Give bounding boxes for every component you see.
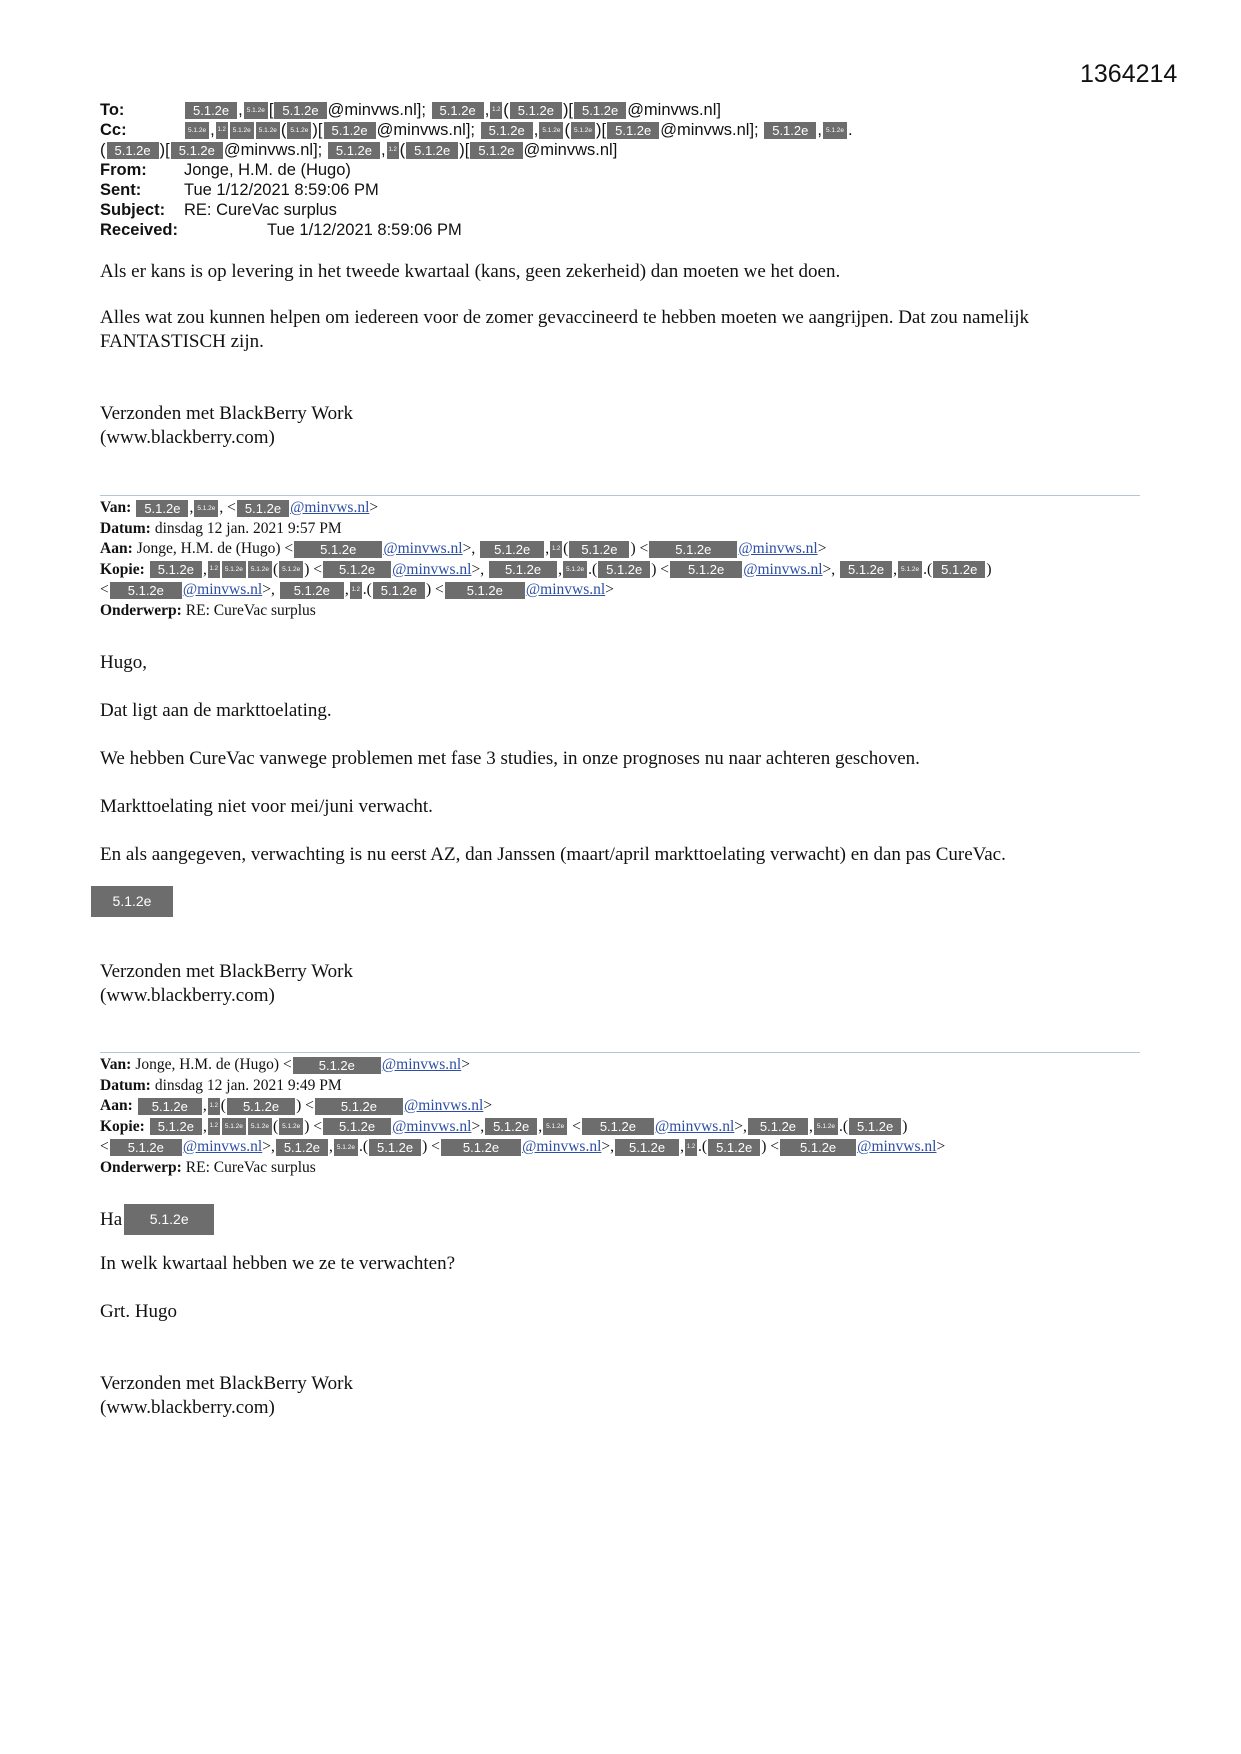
email2-aan-label: Aan:: [100, 540, 133, 557]
redaction: 5.1.2e: [274, 102, 326, 119]
redaction: 5.1.2e: [323, 561, 391, 578]
email-domain-link[interactable]: @minvws.nl: [525, 581, 606, 598]
email2-body-paragraph: En als aangegeven, verwachting is nu eerst AZ, dan Janssen (maart/april markttoelating verwacht) en dan pas CureVac.: [100, 844, 1006, 865]
redaction: 5.1.2e: [248, 1118, 272, 1135]
redaction: 5.1.2e: [150, 561, 202, 578]
email2-van-row: Van: 5.1.2e , 5.1.2e , < 5.1.2e @minvws.nl >: [100, 498, 1140, 519]
email1-header: [100, 100, 1140, 240]
email2-datum-value: dinsdag 12 jan. 2021 9:57 PM: [154, 519, 342, 537]
email-domain-link[interactable]: @minvws.nl: [383, 540, 463, 557]
email2-onderwerp-label: Onderwerp:: [100, 601, 182, 619]
redaction: 5.1.2e: [110, 582, 182, 599]
redaction: 5.1.2e: [670, 561, 742, 578]
email3-kopie-row-2: < 5.1.2e @minvws.nl >, 5.1.2e , 5.1.2e .( 5.1.2e ) < 5.1.2e @minvws.nl >, 5.1.2e , 1.2 .( 5.1.2e ) < 5.1.2e @minvws.nl >: [100, 1137, 1140, 1158]
email-domain-link[interactable]: @minvws.nl: [857, 1138, 937, 1155]
email1-signature: [100, 402, 1140, 450]
redaction: 5.1.2e: [406, 142, 458, 159]
email-domain: @minvws.nl: [223, 141, 314, 159]
email3-kopie-row: Kopie: 5.1.2e , 1.2 5.1.2e 5.1.2e ( 5.1.2e ) < 5.1.2e @minvws.nl >, 5.1.2e , 5.1.2e < 5.1.2e @minvws.nl >, 5.1.2e , 5.1.2e .( 5.1.2e ): [100, 1117, 1140, 1138]
email2-aan-row: Aan: Jonge, H.M. de (Hugo) < 5.1.2e @minvws.nl >, 5.1.2e , 1.2 ( 5.1.2e ) < 5.1.2e @minvws.nl >: [100, 539, 1140, 560]
email3-datum-row: [100, 1076, 1140, 1097]
redaction: 5.1.2e: [171, 142, 223, 159]
redaction: 5.1.2e: [91, 886, 173, 917]
redaction: 5.1.2e: [840, 561, 892, 578]
email1-from-value: Jonge, H.M. de (Hugo): [184, 161, 351, 179]
email-domain-link[interactable]: @minvws.nl: [738, 540, 818, 557]
email1-body: [100, 260, 1140, 284]
redaction: 5.1.2e: [334, 1139, 358, 1156]
redaction: 5.1.2e: [708, 1139, 760, 1156]
redaction: 5.1.2e: [110, 1139, 182, 1156]
email3-greeting-text: Ha: [100, 1208, 123, 1230]
redaction: 5.1.2e: [276, 1139, 328, 1156]
email-domain-link[interactable]: @minvws.nl: [404, 1097, 484, 1114]
redaction: 5.1.2e: [150, 1118, 202, 1135]
email2-kopie-row: Kopie: 5.1.2e , 1.2 5.1.2e 5.1.2e ( 5.1.2e ) < 5.1.2e @minvws.nl >, 5.1.2e , 5.1.2e .( 5.1.2e ) < 5.1.2e @minvws.nl >, 5.1.2e , 5.1.2e .( 5.1.2e ): [100, 560, 1140, 581]
redaction: 5.1.2e: [138, 1098, 202, 1115]
email3-van-label: Van:: [100, 1056, 132, 1073]
email3-onderwerp-value: RE: CureVac surplus: [185, 1158, 316, 1176]
email1-sent-label: Sent:: [100, 181, 142, 199]
email-domain-link[interactable]: @minvws.nl: [182, 1138, 263, 1155]
email-domain-link[interactable]: @minvws.nl: [392, 1117, 472, 1135]
email3-aan-row: Aan: 5.1.2e , 1.2 ( 5.1.2e ) < 5.1.2e @minvws.nl >: [100, 1096, 1140, 1117]
redaction: 5.1.2e: [279, 1118, 303, 1135]
email1-sent-row: [100, 180, 1140, 200]
redaction: 5.1.2e: [256, 122, 280, 139]
signature-line: (www.blackberry.com): [100, 1397, 275, 1418]
redaction: 5.1.2e: [323, 1118, 391, 1135]
email1-from-label: From:: [100, 161, 147, 179]
redaction: 5.1.2e: [480, 541, 544, 558]
redaction: 5.1.2e: [823, 122, 847, 139]
redaction: 5.1.2e: [649, 541, 737, 558]
email1-received-value: Tue 1/12/2021 8:59:06 PM: [267, 221, 462, 239]
email-separator: [100, 1052, 1140, 1053]
email-domain-link[interactable]: @minvws.nl: [522, 1138, 602, 1155]
redaction: 5.1.2e: [222, 1118, 246, 1135]
redaction: 5.1.2e: [136, 500, 188, 517]
redaction: 5.1.2e: [489, 561, 557, 578]
redaction: 5.1.2e: [294, 541, 382, 558]
email2-header: [100, 498, 1140, 621]
signature-line: Verzonden met BlackBerry Work: [100, 403, 353, 424]
redaction: 5.1.2e: [185, 122, 209, 139]
redaction: 5.1.2e: [328, 142, 380, 159]
redaction: 5.1.2e: [373, 582, 425, 599]
email3-body-paragraph: In welk kwartaal hebben we ze te verwachten?: [100, 1253, 456, 1274]
redaction: 5.1.2e: [248, 561, 272, 578]
email1-body-paragraph: Alles wat zou kunnen helpen om iedereen voor de zomer gevaccineerd te hebben moeten we aangrijpen. Dat zou namelijk FANTASTISCH zijn.: [100, 307, 1030, 352]
email3-body: [100, 1252, 1140, 1324]
redaction: 5.1.2e: [849, 1118, 901, 1135]
email-domain-link[interactable]: @minvws.nl: [290, 499, 370, 516]
redaction: 5.1.2e: [764, 122, 816, 139]
redaction: 5.1.2e: [571, 122, 595, 139]
email-domain-link[interactable]: @minvws.nl: [654, 1117, 735, 1135]
email2-body-paragraph: Markttoelating niet voor mei/juni verwacht.: [100, 796, 433, 817]
email1-cc-row: Cc: 5.1.2e , 1.2 5.1.2e 5.1.2e ( 5.1.2e )[ 5.1.2e @minvws.nl ]; 5.1.2e , 5.1.2e ( 5.1.2e )[ 5.1.2e @minvws.nl ]; 5.1.2e , 5.1.2e .: [100, 121, 853, 139]
redaction: 5.1.2e: [107, 142, 159, 159]
redaction: 5.1.2e: [607, 122, 659, 139]
redaction: 5.1.2e: [748, 1118, 808, 1135]
email1-subject-row: [100, 200, 1140, 220]
redaction: 5.1.2e: [598, 561, 650, 578]
redaction: 5.1.2e: [933, 561, 985, 578]
email-domain-link[interactable]: @minvws.nl: [392, 560, 472, 578]
email1-cc-label: Cc:: [100, 121, 127, 139]
email2-datum-row: [100, 519, 1140, 540]
email3-onderwerp-row: [100, 1158, 1140, 1179]
email2-datum-label: Datum:: [100, 519, 151, 537]
email-domain: @minvws.nl: [376, 121, 466, 139]
redaction: 1.2: [685, 1139, 697, 1156]
redaction: 5.1.2e: [563, 561, 587, 578]
email3-body-paragraph: Grt. Hugo: [100, 1301, 178, 1322]
redaction: 5.1.2e: [470, 142, 522, 159]
email2-body-paragraph: Hugo,: [100, 652, 147, 673]
redaction: 1.2: [387, 142, 399, 159]
redaction: 5.1.2e: [445, 582, 525, 599]
redaction: 5.1.2e: [237, 500, 289, 517]
email3-kopie-label: Kopie:: [100, 1117, 145, 1135]
email2-onderwerp-value: RE: CureVac surplus: [185, 601, 316, 619]
signature-line: (www.blackberry.com): [100, 427, 275, 448]
email1-subject-value: RE: CureVac surplus: [184, 201, 337, 219]
email2-signature: [100, 960, 1140, 1008]
email2-body: [100, 651, 1140, 867]
email2-onderwerp-row: [100, 601, 1140, 622]
redaction: 5.1.2e: [227, 1098, 295, 1115]
email3-signature: [100, 1372, 1140, 1420]
email3-datum-value: dinsdag 12 jan. 2021 9:49 PM: [154, 1076, 342, 1094]
email1-from-row: [100, 160, 1140, 180]
redaction: 5.1.2e: [230, 122, 254, 139]
email-domain: @minvws.nl: [627, 101, 717, 119]
email3-van-name: Jonge, H.M. de (Hugo): [135, 1056, 280, 1073]
email3-onderwerp-label: Onderwerp:: [100, 1158, 182, 1176]
email1-cc-row-2: ( 5.1.2e )[ 5.1.2e @minvws.nl ]; 5.1.2e , 1.2 ( 5.1.2e )[ 5.1.2e @minvws.nl ]: [100, 141, 618, 159]
signature-line: (www.blackberry.com): [100, 985, 275, 1006]
redaction: 5.1.2e: [582, 1118, 654, 1135]
email-domain-link[interactable]: @minvws.nl: [381, 1056, 462, 1073]
email3-greeting: [100, 1204, 1140, 1235]
redaction: 5.1.2e: [441, 1139, 521, 1156]
email3-header: [100, 1055, 1140, 1178]
email3-aan-label: Aan:: [100, 1097, 133, 1114]
email-domain: @minvws.nl: [327, 101, 417, 119]
redaction: 5.1.2e: [324, 122, 376, 139]
redaction: 5.1.2e: [574, 102, 626, 119]
redaction: 5.1.2e: [185, 102, 237, 119]
email1-body-2: [100, 306, 1140, 354]
redaction: 5.1.2e: [222, 561, 246, 578]
redaction: 5.1.2e: [780, 1139, 856, 1156]
email1-received-row: [100, 220, 1140, 240]
email2-van-label: Van:: [100, 499, 132, 516]
email2-body-paragraph: Dat ligt aan de markttoelating.: [100, 700, 332, 721]
email1-received-label: Received:: [100, 221, 178, 239]
redaction: 5.1.2e: [814, 1118, 838, 1135]
redaction: 5.1.2e: [481, 122, 533, 139]
email3-van-row: Van: Jonge, H.M. de (Hugo) < 5.1.2e @minvws.nl >: [100, 1055, 1140, 1076]
redaction: 5.1.2e: [279, 561, 303, 578]
redaction: 1.2: [208, 1098, 220, 1115]
redaction: 5.1.2e: [280, 582, 344, 599]
email-domain: @minvws.nl: [523, 141, 613, 159]
email1-to-label: To:: [100, 101, 125, 119]
email1-subject-label: Subject:: [100, 201, 166, 219]
redaction: 5.1.2e: [510, 102, 562, 119]
email-domain: @minvws.nl: [660, 121, 750, 139]
redaction: 5.1.2e: [898, 561, 922, 578]
redaction: 5.1.2e: [543, 1118, 567, 1135]
redaction: 5.1.2e: [287, 122, 311, 139]
email2-kopie-row-2: < 5.1.2e @minvws.nl >, 5.1.2e , 1.2 .( 5.1.2e ) < 5.1.2e @minvws.nl >: [100, 580, 1140, 601]
email3-datum-label: Datum:: [100, 1076, 151, 1094]
redaction: 1.2: [208, 1118, 220, 1135]
redaction: 5.1.2e: [569, 541, 629, 558]
signature-line: Verzonden met BlackBerry Work: [100, 1373, 353, 1394]
email2-aan-name: Jonge, H.M. de (Hugo): [136, 540, 281, 557]
redaction: 5.1.2e: [615, 1139, 679, 1156]
redaction: 5.1.2e: [194, 500, 218, 517]
redaction: 5.1.2e: [293, 1057, 381, 1074]
email1-body-paragraph: Als er kans is op levering in het tweede kwartaal (kans, geen zekerheid) dan moeten we het doen.: [100, 261, 841, 282]
redaction: 5.1.2e: [369, 1139, 421, 1156]
redaction: 1.2: [490, 102, 502, 119]
redaction: 5.1.2e: [485, 1118, 537, 1135]
redaction: 5.1.2e: [315, 1098, 403, 1115]
email2-kopie-label: Kopie:: [100, 560, 145, 578]
email2-body-paragraph: We hebben CureVac vanwege problemen met fase 3 studies, in onze prognoses nu naar achteren geschoven.: [100, 748, 920, 769]
document-id: 1364214: [1080, 60, 1178, 88]
redaction: 1.2: [550, 541, 562, 558]
redaction: 5.1.2e: [539, 122, 563, 139]
email-domain-link[interactable]: @minvws.nl: [743, 560, 823, 578]
redaction: 5.1.2e: [124, 1204, 214, 1235]
email-domain-link[interactable]: @minvws.nl: [182, 581, 263, 598]
redaction: 1.2: [216, 122, 228, 139]
signature-line: Verzonden met BlackBerry Work: [100, 961, 353, 982]
email2-signer-block: [90, 886, 174, 917]
redaction: 5.1.2e: [432, 102, 484, 119]
redaction: 5.1.2e: [244, 102, 268, 119]
redaction: 1.2: [350, 582, 362, 599]
redaction: 1.2: [208, 561, 220, 578]
email1-to-row: To: 5.1.2e , 5.1.2e [ 5.1.2e @minvws.nl ]; 5.1.2e , 1.2 ( 5.1.2e )[ 5.1.2e @minvws.nl ]: [100, 101, 721, 119]
email-separator: [100, 495, 1140, 496]
email1-sent-value: Tue 1/12/2021 8:59:06 PM: [184, 181, 379, 199]
